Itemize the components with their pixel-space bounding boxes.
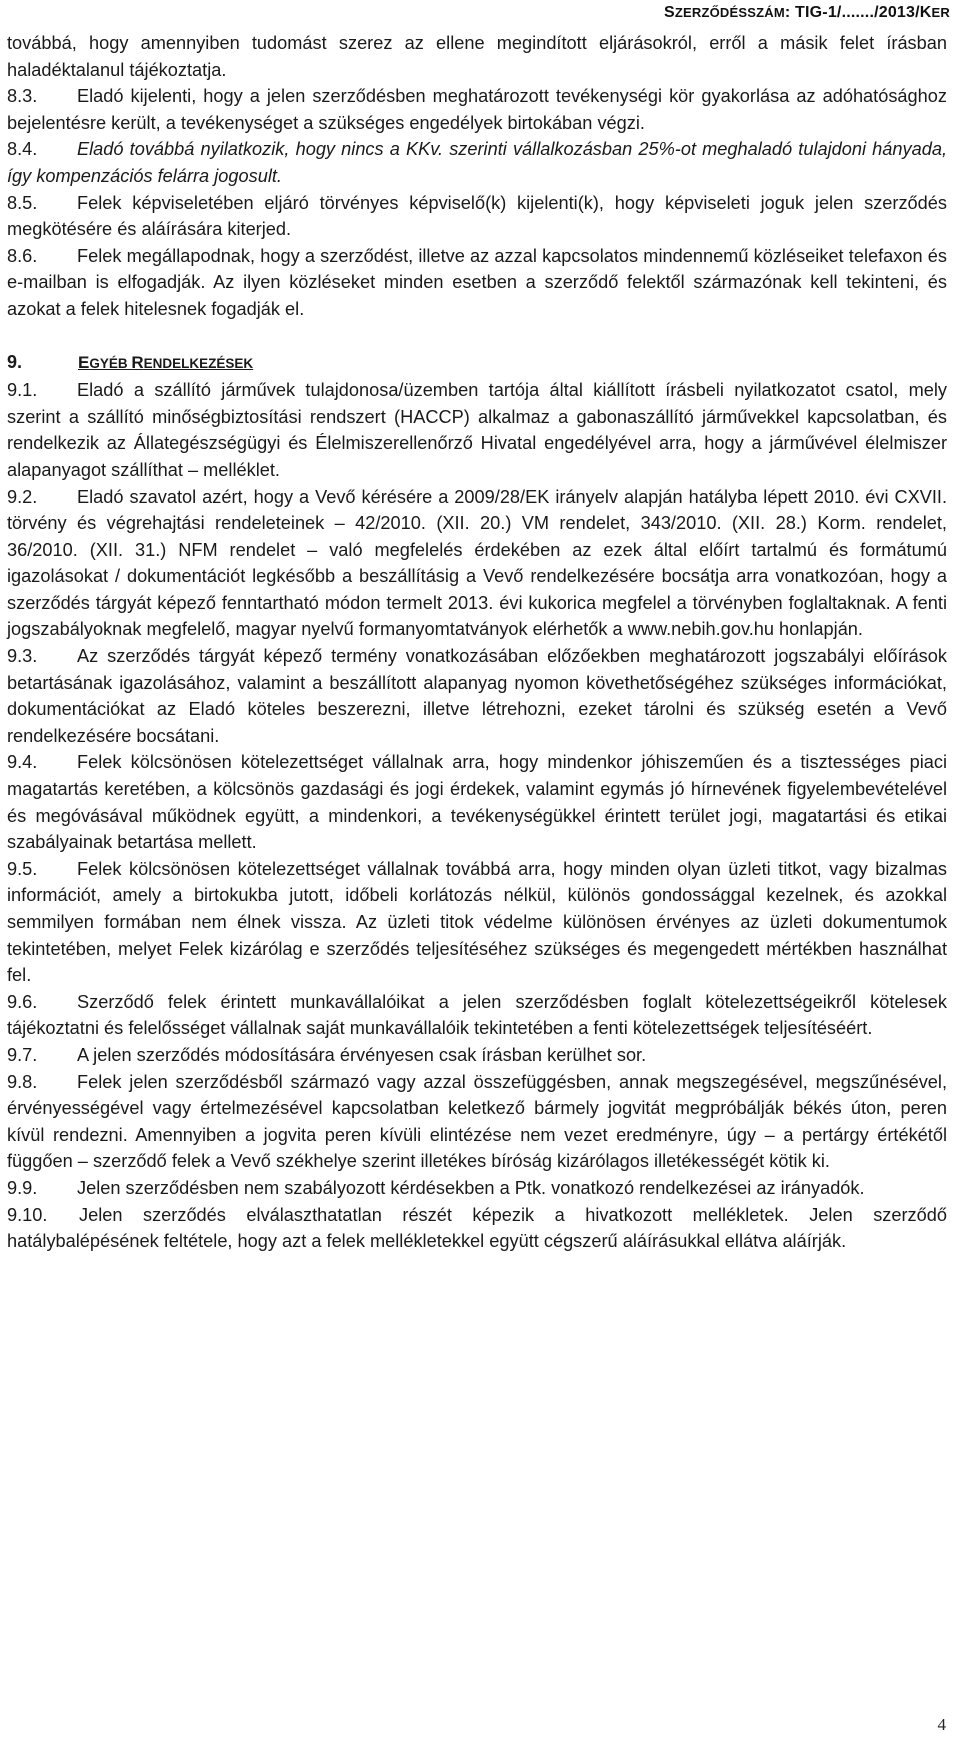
header-contract-number-tail: ER (931, 5, 950, 20)
paragraph-number: 9.5. (7, 858, 38, 879)
paragraph-9-5 (7, 856, 947, 989)
paragraph-8-6 (7, 243, 947, 323)
paragraph-text: továbbá, hogy amennyiben tudomást szerez az ellene megindított eljárásokról, erről a másik felet írásban haladéktalanul tájékoztatja. (7, 33, 947, 80)
paragraph-text: Felek képviseletében eljáró törvényes képviselő(k) kijelenti(k), hogy képviseleti joguk jelen szerződés megkötésére és aláírására kiterjed. (7, 192, 947, 240)
paragraph-8-3 (7, 83, 947, 136)
paragraph-number: 9.6. (7, 991, 38, 1012)
paragraph-continuation (7, 30, 947, 83)
paragraph-number: 9.3. (7, 646, 38, 667)
header-label-rest: ZERZŐDÉSSZÁM (674, 5, 785, 20)
page-number: 4 (937, 1715, 946, 1734)
paragraph-8-5 (7, 190, 947, 243)
paragraph-text: Jelen szerződésben nem szabályozott kérdésekben a Ptk. vonatkozó rendelkezései az irányadók. (77, 1177, 865, 1198)
paragraph-9-7 (7, 1042, 947, 1069)
paragraph-text: Szerződő felek érintett munkavállalóikat a jelen szerződésben foglalt kötelezettségeikről kötelesek tájékoztatni és felelősséget vállalnak saját munkavállalóik tekintetében a fenti kötelezettségek teljesítéséért. (7, 991, 947, 1039)
paragraph-text: Eladó továbbá nyilatkozik, hogy nincs a KKv. szerinti vállalkozásban 25%-ot meghaladó tulajdoni hányada, így kompenzációs felárra jogosult. (7, 139, 947, 186)
paragraph-number: 9.1. (7, 380, 38, 401)
paragraph-number: 9.4. (7, 752, 38, 773)
section-title-initial-1: E (78, 352, 90, 372)
paragraph-number: 8.4. (7, 139, 38, 160)
paragraph-number: 9.8. (7, 1071, 38, 1092)
paragraph-text: Az szerződés tárgyát képező termény vonatkozásában előzőekben meghatározott jogszabályi előírások betartásának igazolásához, valamint a beszállított alapanyag nyomon követhetőségéhez szükséges információkat, dokumentációkat az Eladó köteles beszerezni, illetve létrehozni, ezeket tárolni és szükség esetén a Vevő rendelkezésére bocsátani. (7, 646, 947, 746)
section-heading (7, 349, 947, 378)
paragraph-text: Eladó kijelenti, hogy a jelen szerződésben meghatározott tevékenységi kör gyakorlása az adóhatósághoz bejelentésre került, a tevékenységet a szükséges engedélyek birtokában végzi. (7, 86, 947, 133)
paragraph-text: Felek kölcsönösen kötelezettséget vállalnak továbbá arra, hogy minden olyan üzleti titkot, vagy bizalmas információt, amely a birtokukba jutott, időbeli korlátozás nélkül, különös gondossággal kezelnek, és azokkal semmilyen formában nem élnek vissza. Az üzleti titok védelme különösen érvényes az üzleti dokumentumok tekintetében, melyet Felek kizárólag e szerződés teljesítéséhez szükséges és megengedett mértékben használhat fel. (7, 858, 947, 986)
paragraph-9-1 (7, 377, 947, 483)
paragraph-number: 8.6. (7, 245, 38, 266)
paragraph-8-4 (7, 136, 947, 189)
paragraph-number: 9.2. (7, 486, 38, 507)
paragraph-number: 8.5. (7, 192, 38, 213)
paragraph-text: A jelen szerződés módosítására érvényesen csak írásban kerülhet sor. (77, 1044, 647, 1065)
section-title (78, 352, 253, 372)
paragraph-number: 9.7. (7, 1044, 38, 1065)
section-title-part-2: ENDELKEZÉSEK (143, 355, 254, 371)
paragraph-9-6 (7, 989, 947, 1042)
paragraph-9-9 (7, 1175, 947, 1202)
paragraph-9-3 (7, 643, 947, 749)
paragraph-text: Felek jelen szerződésből származó vagy azzal összefüggésben, annak megszegésével, megszűnésével, érvényességével vagy értelmezésével kapcsolatban keletkező bármely jogvitát megpróbálják békés úton, peren kívül rendezni. Amennyiben a jogvita peren kívüli elintézése nem vezet eredményre, úgy – a pertárgy értékétől függően – szerződő felek a Vevő székhelye szerint illetékes bíróság kizárólagos illetékességét kötik ki. (7, 1071, 947, 1172)
section-number: 9. (7, 351, 23, 372)
paragraph-text: Eladó a szállító járművek tulajdonosa/üzemben tartója által kiállított írásbeli nyilatkozatot csatol, mely szerint a szállító minőségbiztosítási rendszert (HACCP) alkalmaz a gabonaszállító járművekkel kapcsolatban, és rendelkezik az Állategészségügyi és Élelmiszerellenőrző Hivatal engedélyével arra, hogy a járművével élelmiszer alapanyagot szállíthat – melléklet. (7, 380, 947, 480)
header-contract-number: : TIG-1/......./2013/K (784, 4, 932, 21)
paragraph-number: 9.10. (7, 1204, 48, 1225)
page-header (664, 4, 950, 22)
header-label-initial: S (663, 4, 675, 21)
paragraph-9-10 (7, 1202, 947, 1255)
paragraph-number: 8.3. (7, 86, 38, 107)
paragraph-9-4 (7, 749, 947, 855)
paragraph-number: 9.9. (7, 1177, 38, 1198)
paragraph-9-8 (7, 1069, 947, 1175)
paragraph-9-2 (7, 484, 947, 644)
paragraph-text: Felek megállapodnak, hogy a szerződést, illetve az azzal kapcsolatos mindennemű közléseiket telefaxon és e-mailban is elfogadják. Az ilyen közléseket minden esetben a szerződő felektől származónak kell tekinteni, és azokat a felek hitelesnek fogadják el. (7, 245, 947, 319)
paragraph-text: Felek kölcsönösen kötelezettséget vállalnak arra, hogy mindenkor jóhiszeműen és a tisztességes piaci magatartás keretében, a kölcsönös gazdasági és jogi érdekek, valamint egymás jó hírnevének figyelembevételével és megóvásával működnek együtt, a mindenkori, a tevékenységükkel érintett terület jogi, magatartási és etikai szabályainak betartása mellett. (7, 752, 947, 853)
paragraph-text: Jelen szerződés elválaszthatatlan részét képezik a hivatkozott mellékletek. Jelen szerződő hatálybalépésének feltétele, hogy azt a felek mellékletekkel együtt cégszerű aláírásukkal ellátva aláírják. (7, 1204, 947, 1252)
section-title-initial-2: R (131, 352, 144, 372)
document-body (7, 30, 947, 1255)
paragraph-text: Eladó szavatol azért, hogy a Vevő kérésére a 2009/28/EK irányelv alapján hatályba lépett 2010. évi CXVII. törvény és végrehajtási rendeleteinek – 42/2010. (XII. 20.) VM rendelet, 343/2010. (XII. 28.) Korm. rendelet, 36/2010. (XII. 31.) NFM rendelet – való megfelelés érdekében az ezek által előírt tartalmú és formátumú igazolásokat / dokumentációt legkésőbb a beszállításig a Vevő rendelkezésére bocsátja arra vonatkozóan, hogy a szerződés tárgyát képező fenntartható módon termelt 2013. évi kukorica megfelel a törvényben foglaltaknak. A fenti jogszabályoknak megfelelő, magyar nyelvű formanyomtatványok elérhetők a www.nebih.gov.hu honlapján. (7, 486, 947, 640)
section-title-part-1: GYÉB (89, 355, 132, 371)
